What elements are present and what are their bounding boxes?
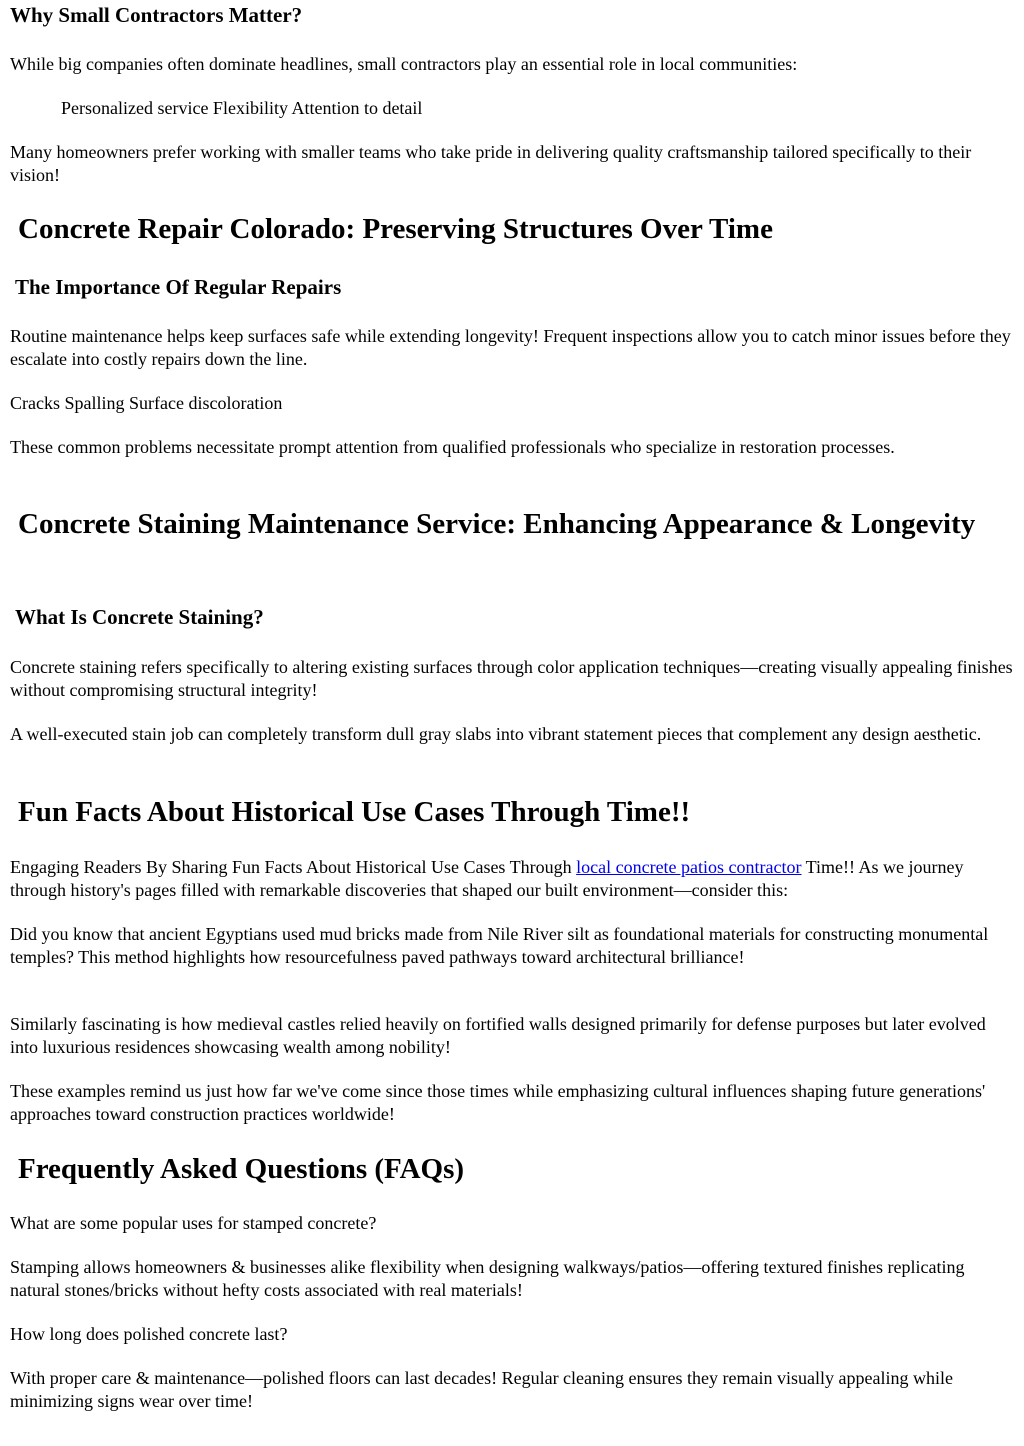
heading-fun-facts: Fun Facts About Historical Use Cases Through Time!! bbox=[18, 796, 691, 828]
paragraph-egyptians: Did you know that ancient Egyptians used mud bricks made from Nile River silt as foundational materials for constructing monumental temples? This method highlights how resourcefulness paved pathways toward architectural brilliance! bbox=[10, 924, 989, 967]
intro-small-contractors: While big companies often dominate headlines, small contractors play an essential role in local communities: bbox=[10, 54, 798, 74]
paragraph-engaging-readers bbox=[10, 856, 1014, 902]
paragraph-common-problems: These common problems necessitate prompt attention from qualified professionals who specialize in restoration processes. bbox=[10, 437, 895, 457]
heading-faqs: Frequently Asked Questions (FAQs) bbox=[18, 1153, 465, 1185]
subheading-what-is-staining: What Is Concrete Staining? bbox=[15, 605, 264, 629]
paragraph-examples: These examples remind us just how far we've come since those times while emphasizing cultural influences shaping future generations' approaches toward construction practices worldwide! bbox=[10, 1081, 986, 1124]
link-local-concrete-patios-contractor[interactable]: local concrete patios contractor bbox=[576, 857, 802, 877]
list-benefits: Personalized service Flexibility Attention to detail bbox=[61, 98, 423, 118]
paragraph-homeowners: Many homeowners prefer working with smaller teams who take pride in delivering quality craftsmanship tailored specifically to their vision! bbox=[10, 142, 972, 185]
engaging-text-after: Time!! As we journey through history's pages filled with remarkable discoveries that shaped our built environment—consider this: bbox=[10, 857, 964, 900]
paragraph-routine-maintenance: Routine maintenance helps keep surfaces safe while extending longevity! Frequent inspections allow you to catch minor issues before they escalate into costly repairs down the line. bbox=[10, 326, 1011, 369]
paragraph-staining-definition: Concrete staining refers specifically to altering existing surfaces through color application techniques—creating visually appealing finishes without compromising structural integrity! bbox=[10, 657, 1013, 700]
list-problems: Cracks Spalling Surface discoloration bbox=[10, 393, 283, 413]
subheading-regular-repairs: The Importance Of Regular Repairs bbox=[15, 275, 342, 299]
paragraph-stain-job: A well-executed stain job can completely transform dull gray slabs into vibrant statement pieces that complement any design aesthetic. bbox=[10, 724, 982, 744]
faq-question-polished: How long does polished concrete last? bbox=[10, 1324, 288, 1344]
engaging-text-before: Engaging Readers By Sharing Fun Facts About Historical Use Cases Through bbox=[10, 857, 577, 877]
heading-concrete-staining: Concrete Staining Maintenance Service: Enhancing Appearance & Longevity bbox=[18, 508, 976, 540]
faq-answer-stamped: Stamping allows homeowners & businesses alike flexibility when designing walkways/patios—offering textured finishes replicating natural stones/bricks without hefty costs associated with real materials! bbox=[10, 1257, 965, 1300]
heading-concrete-repair: Concrete Repair Colorado: Preserving Structures Over Time bbox=[18, 213, 773, 245]
paragraph-medieval-castles: Similarly fascinating is how medieval castles relied heavily on fortified walls designed primarily for defense purposes but later evolved into luxurious residences showcasing wealth among nobility! bbox=[10, 1014, 986, 1057]
heading-small-contractors: Why Small Contractors Matter? bbox=[10, 3, 303, 27]
faq-question-stamped: What are some popular uses for stamped concrete? bbox=[10, 1213, 377, 1233]
faq-answer-polished: With proper care & maintenance—polished floors can last decades! Regular cleaning ensures they remain visually appealing while minimizing signs wear over time! bbox=[10, 1368, 953, 1411]
